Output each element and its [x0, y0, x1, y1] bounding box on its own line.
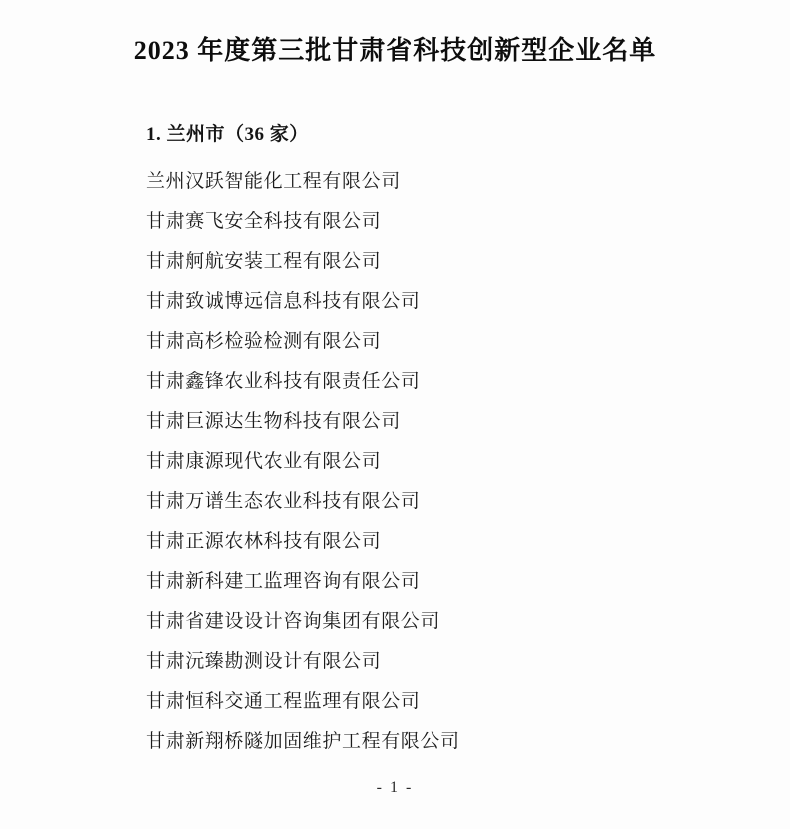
- list-item: 甘肃康源现代农业有限公司: [146, 451, 382, 472]
- list-item: 甘肃沅臻勘测设计有限公司: [146, 651, 382, 672]
- list-item: 甘肃新翔桥隧加固维护工程有限公司: [146, 731, 460, 752]
- list-item: 甘肃赛飞安全科技有限公司: [146, 211, 382, 232]
- list-item: 甘肃舸航安装工程有限公司: [146, 251, 382, 272]
- document-body: [0, 119, 790, 762]
- list-item: 甘肃万谱生态农业科技有限公司: [146, 491, 421, 512]
- list-item: 兰州汉跃智能化工程有限公司: [146, 171, 401, 192]
- page-title: 2023 年度第三批甘肃省科技创新型企业名单: [133, 36, 657, 65]
- section-heading-lanzhou: 1. 兰州市（36 家）: [146, 124, 309, 145]
- list-item: 甘肃巨源达生物科技有限公司: [146, 411, 401, 432]
- list-item: 甘肃新科建工监理咨询有限公司: [146, 571, 421, 592]
- list-item: 甘肃正源农林科技有限公司: [146, 531, 382, 552]
- company-list: [146, 162, 730, 762]
- page-number-footer: [0, 779, 790, 797]
- page-number-dash-right: -: [406, 779, 414, 796]
- list-item: 甘肃致诚博远信息科技有限公司: [146, 291, 421, 312]
- page-number-value: 1: [390, 779, 400, 796]
- list-item: 甘肃鑫锋农业科技有限责任公司: [146, 371, 421, 392]
- list-item: 甘肃高杉检验检测有限公司: [146, 331, 382, 352]
- list-item: 甘肃恒科交通工程监理有限公司: [146, 691, 421, 712]
- list-item: 甘肃省建设设计咨询集团有限公司: [146, 611, 441, 632]
- page-number-dash-left: -: [376, 779, 384, 796]
